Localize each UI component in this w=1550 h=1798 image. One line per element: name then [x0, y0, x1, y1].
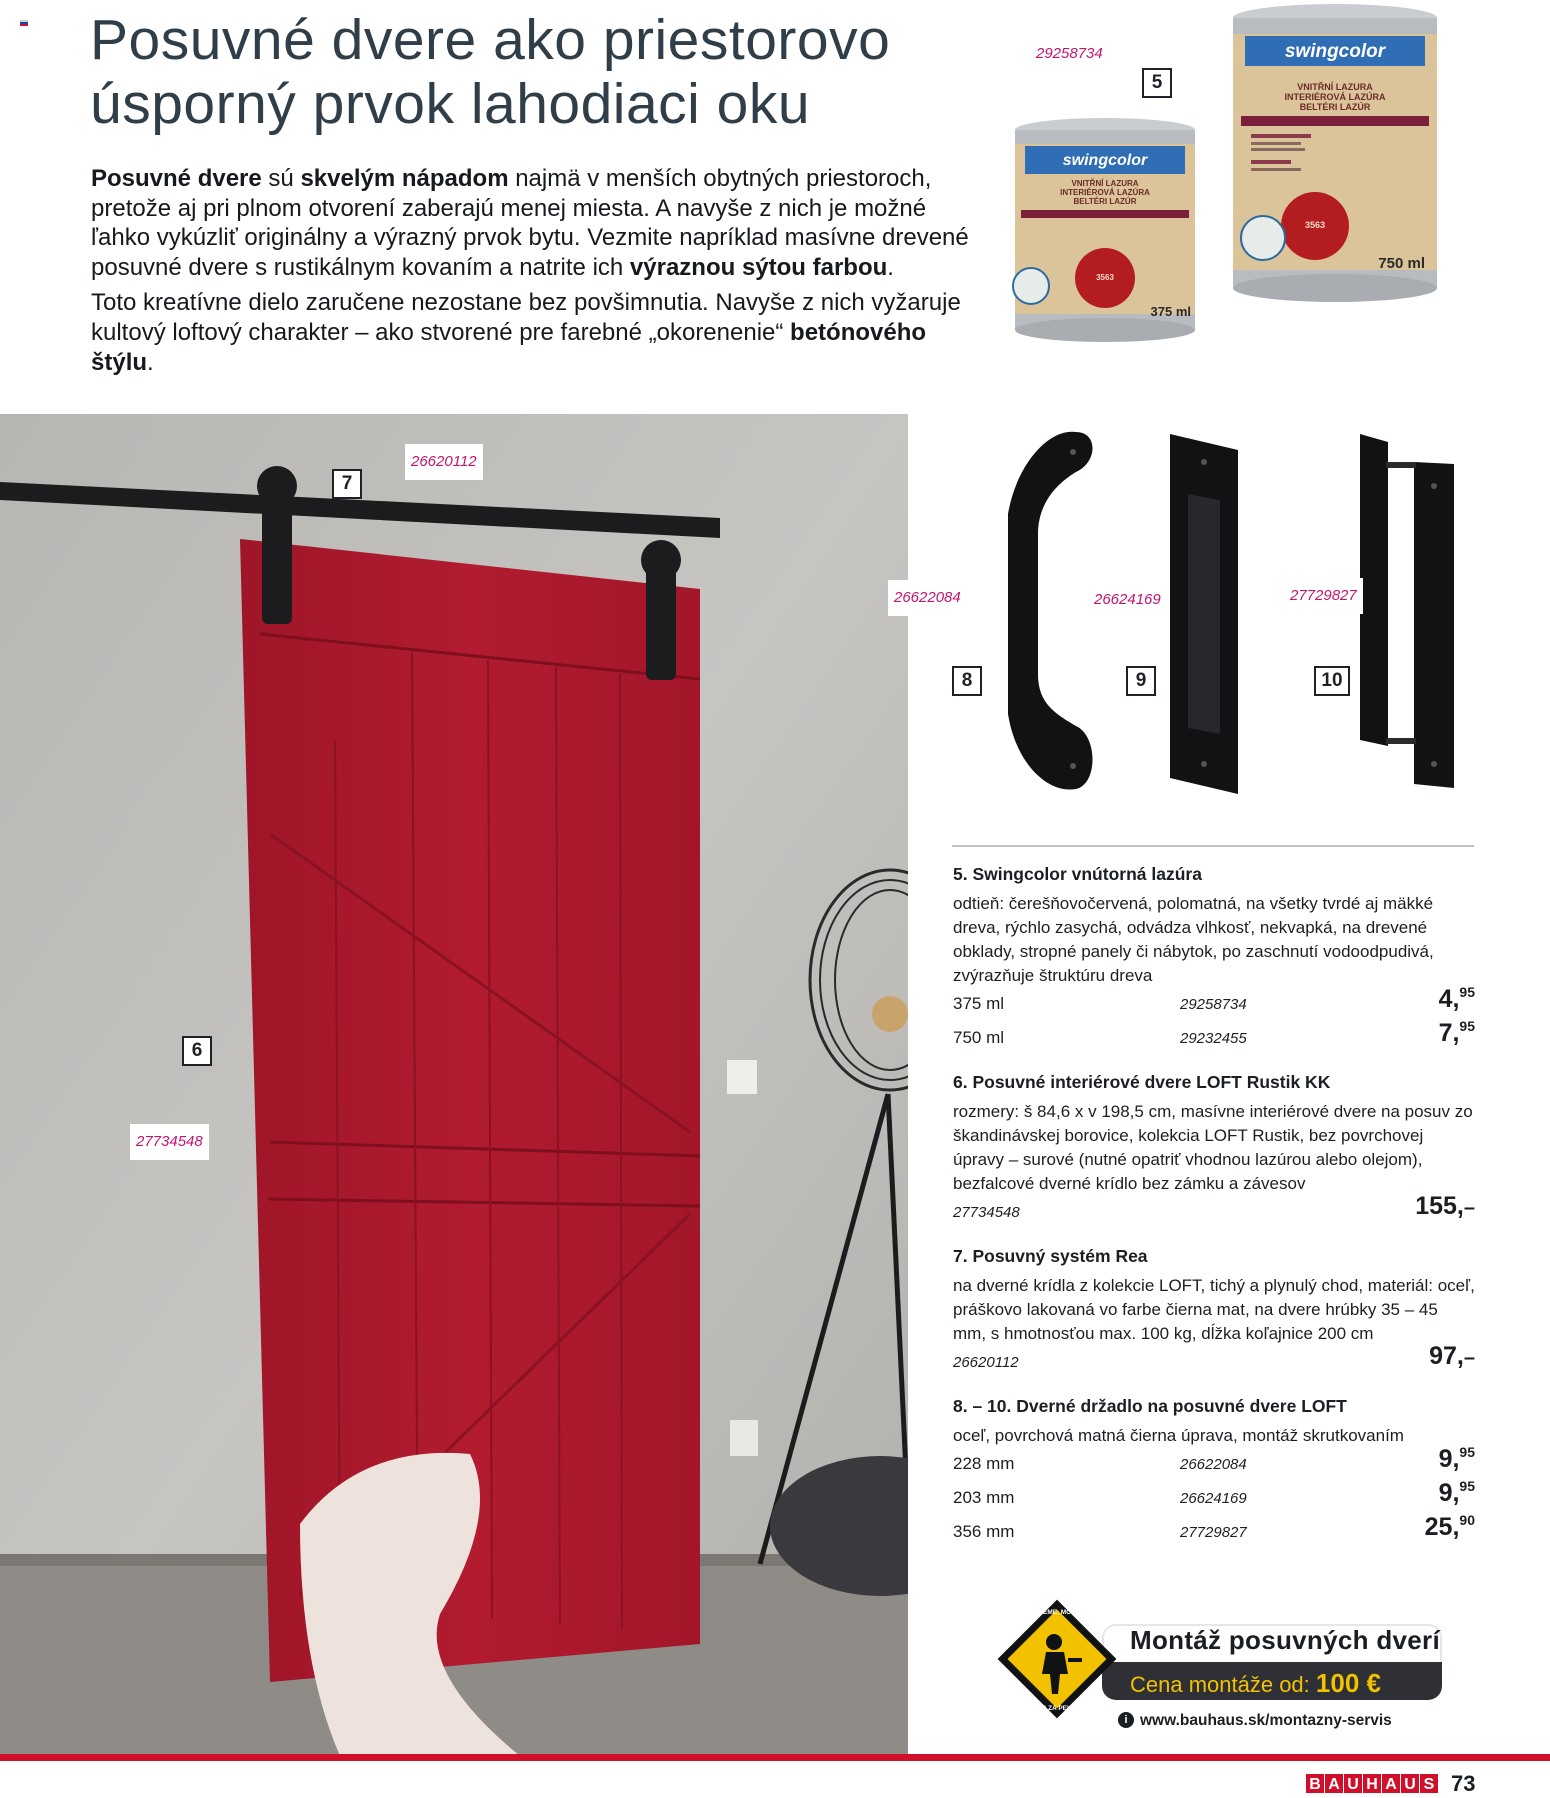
sign-text-bottom: BAUHAUS ZA PEVNÉ CENY	[1013, 1705, 1101, 1712]
row-price	[1429, 1342, 1475, 1371]
row-article: 29232455	[1180, 1030, 1247, 1047]
logo-letter: A	[1325, 1774, 1343, 1793]
price-row	[953, 1478, 1475, 1516]
large-paint-can	[1233, 4, 1437, 302]
spec-door	[953, 1070, 1475, 1230]
spec-track-desc: na dverné krídla z kolekcie LOFT, tichý a plynulý chod, materiál: oceľ, práškovo lakovaná vo farbe čierna mat, na dvere hrúbky 35 – 45 mm, s hmotnosťou max. 100 kg, dĺžka koľajnice 200 cm	[953, 1276, 1475, 1343]
logo-letter: U	[1344, 1774, 1362, 1793]
price-dash: –	[1463, 1347, 1475, 1369]
door-hero-image	[0, 414, 908, 1756]
row-price	[1425, 1512, 1475, 1542]
price-row	[953, 984, 1475, 1022]
track-article-tag: 26620112	[405, 444, 483, 480]
large-can-label-3: BELTÉRI LAZÚR	[1299, 102, 1371, 112]
installation-cost-value: 100 €	[1315, 1668, 1381, 1698]
specs-divider	[952, 845, 1474, 847]
price-row	[953, 1444, 1475, 1482]
spec-door-desc: rozmery: š 84,6 x v 198,5 cm, masívne interiérové dvere na posuv zo škandinávskej borovice, kolekcia LOFT Rustik, bez povrchovej úpravy – surové (nutné opatriť vhodnou lazúrou alebo olejom), bezfalcové dverné krídlo bez zámku a závesov	[953, 1102, 1473, 1193]
large-can-label-2: INTERIÉROVÁ LAZÚRA	[1284, 92, 1386, 102]
headline-line-1: Posuvné dvere ako priestorovo	[90, 8, 891, 72]
price-main: 97,	[1429, 1342, 1464, 1370]
price-main: 9,	[1438, 1445, 1460, 1473]
large-can-label-1: VNITŘNÍ LAZURA	[1297, 82, 1373, 92]
small-can-volume: 375 ml	[1150, 304, 1191, 319]
logo-letter: S	[1420, 1774, 1438, 1793]
large-can-volume: 750 ml	[1378, 255, 1425, 272]
price-main: 9,	[1438, 1479, 1460, 1507]
intro-text-run: .	[147, 348, 154, 376]
row-article: 26620112	[953, 1354, 1019, 1371]
handles-image	[908, 414, 1550, 834]
sign-text-top: INŠTALUJEME, MONTUJEME	[1011, 1609, 1103, 1616]
large-can-brand: swingcolor	[1284, 41, 1386, 62]
spec-track	[953, 1244, 1475, 1380]
row-price	[1439, 984, 1475, 1014]
row-price	[1439, 1018, 1475, 1048]
intro-paragraph-1	[91, 164, 991, 282]
logo-letter: A	[1382, 1774, 1400, 1793]
price-cents: 95	[1459, 984, 1475, 1000]
row-size: 203 mm	[953, 1488, 1015, 1507]
price-row	[953, 1018, 1475, 1056]
handle-228-tag: 26622084	[888, 580, 967, 616]
paint-article-tag: 29258734	[1030, 36, 1109, 72]
intro-text-run: Toto kreatívne dielo zaručene nezostane bez povšimnutia. Navyše z nich vyžaruje kultový loftový charakter – ako stvorené pre farebné „okorenenie“	[91, 289, 961, 346]
footer-red-line	[0, 1754, 1550, 1761]
small-can-label-2: INTERIÉROVÁ LAZÚRA	[1060, 188, 1150, 197]
spec-track-title: 7. Posuvný systém Rea	[953, 1246, 1148, 1266]
track-number-badge: 7	[332, 469, 362, 499]
handle-356-number: 10	[1314, 666, 1350, 696]
price-cents: 95	[1459, 1444, 1475, 1460]
price-main: 7,	[1438, 1019, 1460, 1047]
row-price	[1415, 1192, 1475, 1221]
intro-text-run: sú	[261, 165, 301, 192]
row-article: 27729827	[1180, 1524, 1247, 1541]
info-icon: i	[1118, 1712, 1134, 1728]
handle-203-image	[1170, 434, 1238, 794]
intro-text-run: betónového štýlu	[91, 318, 927, 376]
row-price	[1439, 1444, 1475, 1474]
price-dash: –	[1463, 1197, 1475, 1219]
small-can-brand: swingcolor	[1062, 152, 1148, 169]
spec-paint-title: 5. Swingcolor vnútorná lazúra	[953, 864, 1202, 884]
spec-paint	[953, 862, 1475, 1056]
price-cents: 90	[1459, 1512, 1475, 1528]
small-can-label-1: VNITŘNÍ LAZURA	[1071, 179, 1139, 188]
logo-letter: U	[1401, 1774, 1419, 1793]
installation-sign-icon	[992, 1594, 1122, 1724]
row-size: 356 mm	[953, 1522, 1015, 1541]
row-article: 26624169	[1180, 1490, 1247, 1507]
handle-203-tag: 26624169	[1088, 582, 1167, 618]
intro-text-run: najmä v menších obytných priestoroch, pretože aj pri plnom otvorení zaberajú menej miesta. A navyše z nich je možné ľahko vykúzliť originálny a výrazný prvok bytu. Vezmite napríklad masívne drevené posuvné dvere s rustikálnym kovaním a natrite ich	[91, 165, 969, 281]
price-main: 155,	[1415, 1192, 1464, 1220]
large-can-shade: 3563	[1304, 220, 1326, 230]
price-cents: 95	[1459, 1018, 1475, 1034]
paint-number-badge: 5	[1142, 68, 1172, 98]
intro-text-run: Posuvné dvere	[91, 165, 262, 192]
small-paint-can	[1013, 118, 1195, 342]
handle-228-number: 8	[952, 666, 982, 696]
intro-paragraph-2	[91, 288, 991, 377]
handle-356-image	[1360, 434, 1454, 788]
intro-text	[91, 164, 991, 383]
spec-handles	[953, 1394, 1475, 1550]
price-main: 4,	[1438, 985, 1460, 1013]
product-specs	[953, 862, 1475, 1564]
page-number: 73	[1451, 1771, 1476, 1796]
row-price	[1439, 1478, 1475, 1508]
logo-letter: B	[1306, 1774, 1324, 1793]
intro-text-run: výraznou sýtou farbou	[629, 253, 888, 281]
installation-cost-label: Cena montáže od:	[1130, 1672, 1310, 1697]
row-size: 750 ml	[953, 1028, 1005, 1047]
price-row	[953, 1192, 1475, 1230]
intro-text-run: .	[887, 253, 894, 281]
row-article: 27734548	[953, 1204, 1020, 1221]
small-can-shade: 3563	[1096, 273, 1114, 282]
price-row	[953, 1512, 1475, 1550]
spec-handles-title: 8. – 10. Dverné držadlo na posuvné dvere LOFT	[953, 1396, 1347, 1416]
door-article-tag: 27734548	[130, 1124, 209, 1160]
handle-356-tag: 27729827	[1284, 578, 1363, 614]
handle-203-number: 9	[1126, 666, 1156, 696]
row-article: 29258734	[1180, 996, 1247, 1013]
row-size: 228 mm	[953, 1454, 1015, 1473]
handle-228-image	[1008, 432, 1093, 790]
installation-link[interactable]: www.bauhaus.sk/montazny-servis	[1140, 1712, 1392, 1729]
price-main: 25,	[1424, 1513, 1460, 1541]
row-size: 375 ml	[953, 994, 1005, 1013]
door-number-badge: 6	[182, 1036, 212, 1066]
price-cents: 95	[1459, 1478, 1475, 1494]
page-headline	[90, 8, 990, 136]
headline-line-2: úsporný prvok lahodiaci oku	[90, 72, 811, 136]
small-can-label-3: BELTÉRI LAZÚR	[1073, 197, 1137, 206]
logo-letter: H	[1363, 1774, 1381, 1793]
row-article: 26622084	[1180, 1456, 1247, 1473]
spec-handles-desc: oceľ, povrchová matná čierna úprava, montáž skrutkovaním	[953, 1426, 1404, 1445]
installation-cost	[1130, 1668, 1381, 1699]
price-row	[953, 1342, 1475, 1380]
installation-service	[992, 1594, 1442, 1729]
installation-title: Montáž posuvných dverí	[1130, 1625, 1440, 1655]
spec-paint-desc: odtieň: čerešňovočervená, polomatná, na všetky tvrdé aj mäkké dreva, rýchlo zasychá, odvádza vlhkosť, nekvapká, na drevené obklady, stropné panely či nábytok, po zaschnutí vodoodpudivá, zvýrazňuje štruktúru dreva	[953, 894, 1434, 985]
flag-icon	[20, 20, 28, 26]
spec-door-title: 6. Posuvné interiérové dvere LOFT Rustik KK	[953, 1072, 1331, 1092]
intro-text-run: skvelým nápadom	[300, 165, 509, 192]
bauhaus-logo	[1306, 1774, 1439, 1793]
